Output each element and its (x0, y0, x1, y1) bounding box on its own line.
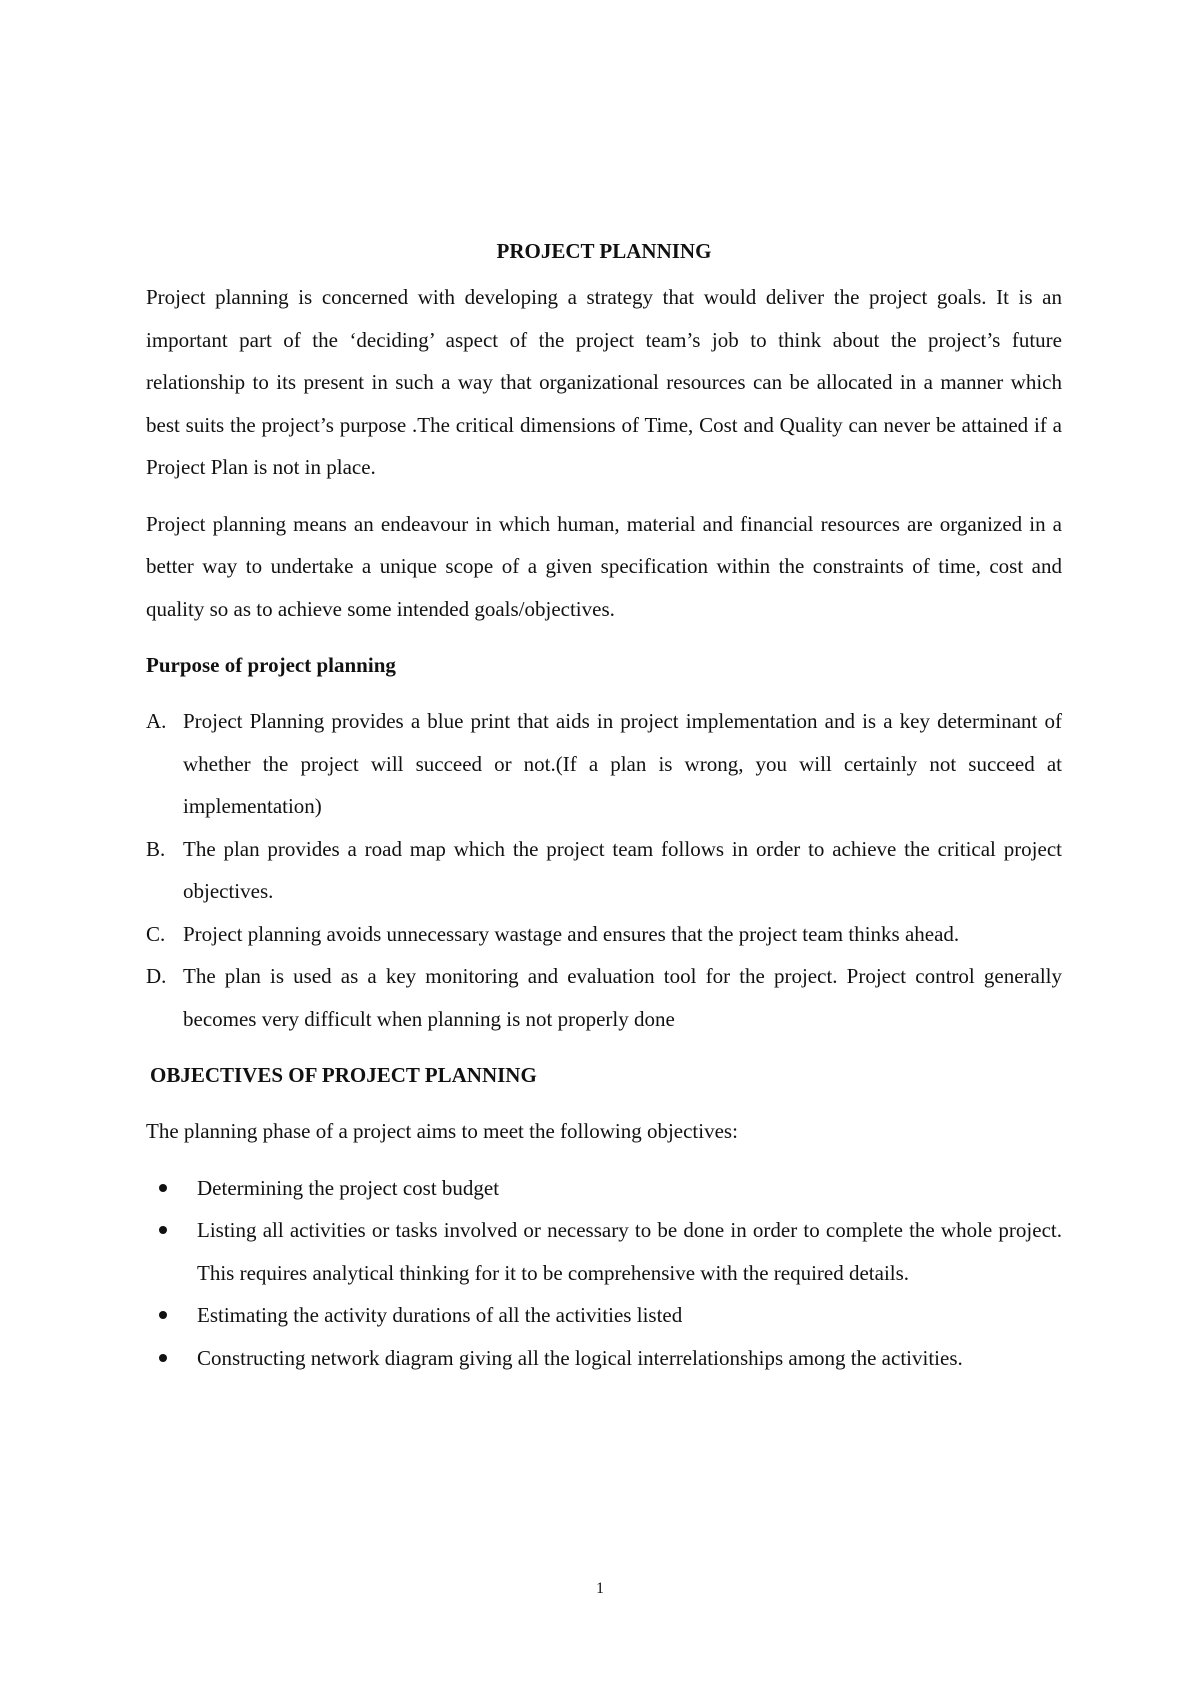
purpose-item-text: The plan provides a road map which the project team follows in order to achieve the critical project objectives. (183, 836, 1062, 903)
purpose-item-c (146, 913, 1062, 956)
intro-paragraph-1: Project planning is concerned with developing a strategy that would deliver the project goals. It is an important part of the ‘deciding’ aspect of the project team’s job to think about the project’s future relationship to its present in such a way that organizational resources can be allocated in a manner which best suits the project’s purpose .The critical dimensions of Time, Cost and Quality can never be attained if a Project Plan is not in place. (146, 285, 1062, 479)
intro-paragraph-2: Project planning means an endeavour in which human, material and financial resources are organized in a better way to undertake a unique scope of a given specification within the constraints of time, cost and quality so as to achieve some intended goals/objectives. (146, 511, 1062, 621)
objective-item-text: Determining the project cost budget (197, 1175, 500, 1200)
bullet-icon (159, 1226, 167, 1234)
page-number: 1 (596, 1580, 604, 1597)
purpose-item-text: Project Planning provides a blue print that aids in project implementation and is a key determinant of whether the project will succeed or not.(If a plan is wrong, you will certainly not succeed at implementation) (183, 709, 1062, 818)
objective-item-text: Constructing network diagram giving all the logical interrelationships among the activities. (197, 1345, 963, 1370)
purpose-heading: Purpose of project planning (146, 653, 396, 677)
document-title: PROJECT PLANNING (496, 239, 712, 263)
objectives-intro: The planning phase of a project aims to meet the following objectives: (146, 1119, 738, 1143)
bullet-icon (159, 1354, 167, 1362)
purpose-item-text: Project planning avoids unnecessary wastage and ensures that the project team thinks ahead. (183, 921, 960, 946)
list-marker: D. (146, 964, 167, 988)
list-marker: C. (146, 921, 166, 946)
objectives-heading: OBJECTIVES OF PROJECT PLANNING (150, 1063, 537, 1087)
purpose-list (146, 700, 1062, 1040)
objectives-list (146, 1167, 1062, 1380)
list-marker: A. (146, 709, 167, 733)
purpose-item-b (146, 828, 1062, 913)
bullet-icon (159, 1311, 167, 1319)
bullet-icon (159, 1184, 167, 1192)
page-content (146, 236, 1062, 1379)
objective-item-1 (146, 1167, 1062, 1210)
purpose-item-d (146, 955, 1062, 1040)
purpose-item-a (146, 700, 1062, 828)
objective-item-3 (146, 1294, 1062, 1337)
purpose-item-text: The plan is used as a key monitoring and evaluation tool for the project. Project control generally becomes very difficult when planning is not properly done (183, 964, 1062, 1031)
objective-item-text: Listing all activities or tasks involved or necessary to be done in order to complete the whole project. This requires analytical thinking for it to be comprehensive with the required details. (197, 1218, 1062, 1285)
objective-item-4 (146, 1337, 1062, 1380)
objective-item-text: Estimating the activity durations of all the activities listed (197, 1303, 683, 1327)
objective-item-2 (146, 1209, 1062, 1294)
list-marker: B. (146, 836, 166, 861)
